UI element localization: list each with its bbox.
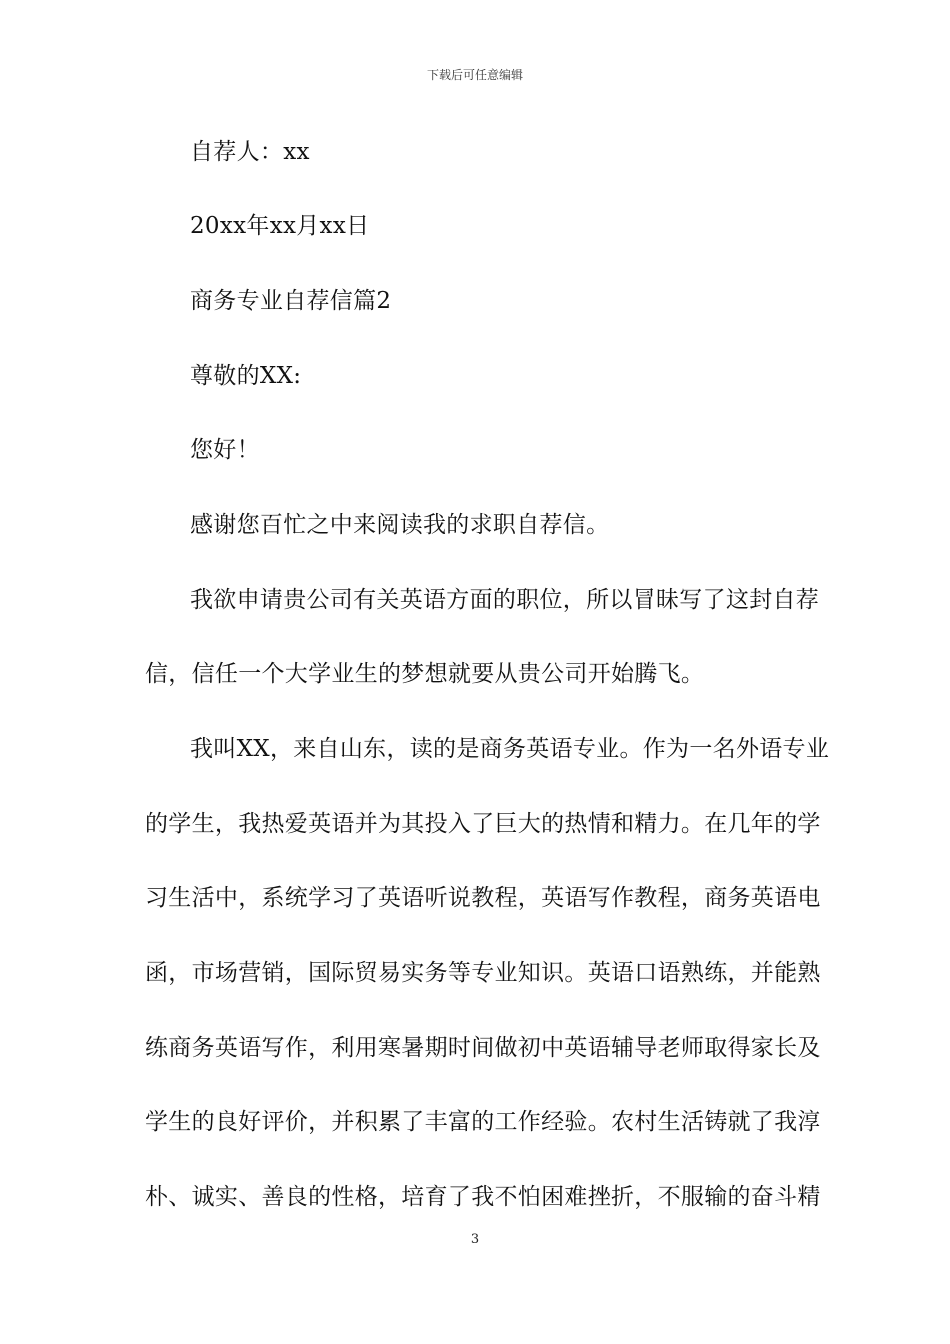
paragraph-line: 信，信任一个大学业生的梦想就要从贵公司开始腾飞。 bbox=[145, 661, 705, 687]
paragraph-line: 学生的良好评价，并积累了丰富的工作经验。农村生活铸就了我淳 bbox=[145, 1109, 821, 1135]
page-number: 3 bbox=[470, 1232, 480, 1247]
section-title: 商务专业自荐信篇2 bbox=[190, 288, 392, 314]
paragraph-line: 感谢您百忙之中来阅读我的求职自荐信。 bbox=[190, 512, 610, 538]
paragraph-line: 函，市场营销，国际贸易实务等专业知识。英语口语熟练，并能熟 bbox=[145, 960, 821, 986]
paragraph-line: 我叫XX，来自山东，读的是商务英语专业。作为一名外语专业 bbox=[190, 736, 830, 762]
paragraph-line: 习生活中，系统学习了英语听说教程，英语写作教程，商务英语电 bbox=[145, 885, 821, 911]
paragraph-line: 朴、诚实、善良的性格，培育了我不怕困难挫折，不服输的奋斗精 bbox=[145, 1184, 821, 1210]
paragraph-line: 练商务英语写作，利用寒暑期时间做初中英语辅导老师取得家长及 bbox=[145, 1035, 821, 1061]
signature-line: 自荐人：xx bbox=[190, 139, 310, 165]
greeting: 您好！ bbox=[190, 437, 260, 463]
salutation: 尊敬的XX: bbox=[190, 363, 302, 389]
page-header: 下载后可任意编辑 bbox=[426, 68, 523, 82]
paragraph-line: 的学生，我热爱英语并为其投入了巨大的热情和精力。在几年的学 bbox=[145, 811, 821, 837]
date-line: 20xx年xx月xx日 bbox=[190, 213, 370, 239]
paragraph-line: 我欲申请贵公司有关英语方面的职位，所以冒昧写了这封自荐 bbox=[190, 587, 820, 613]
